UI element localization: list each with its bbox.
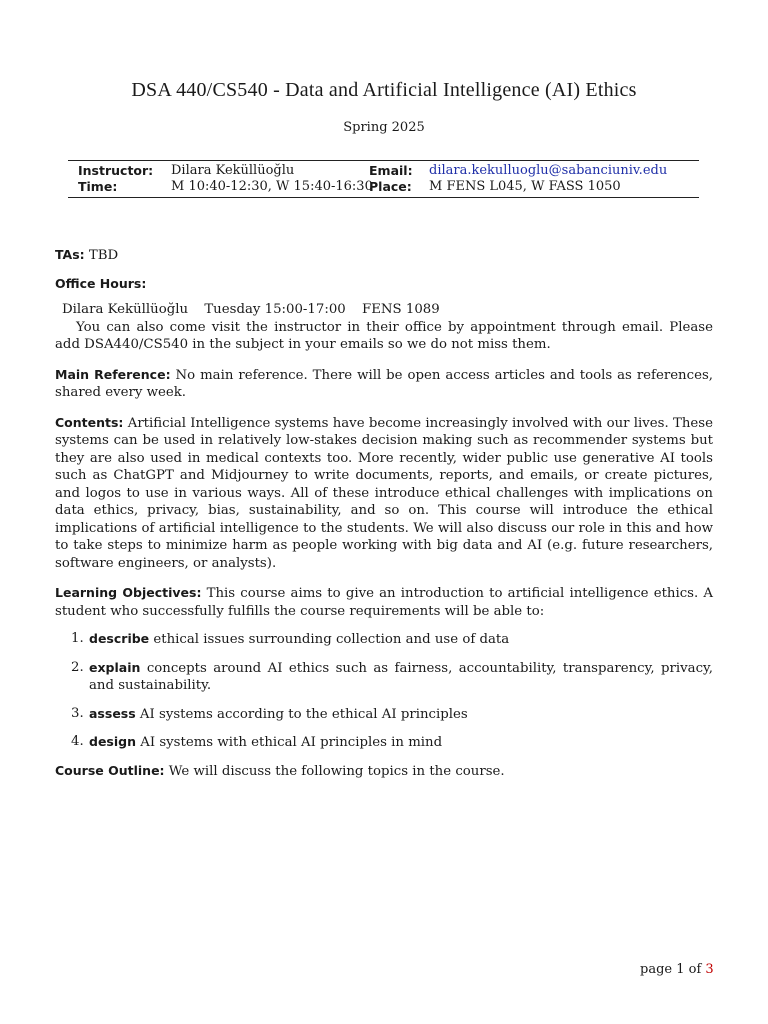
place-value: M FENS L045, W FASS 1050 [429, 179, 621, 194]
syllabus-body [55, 246, 713, 780]
learning-objectives-label: Learning Objectives: [55, 585, 202, 600]
semester: Spring 2025 [343, 120, 425, 135]
objective-text: AI systems with ethical AI principles in mind [140, 735, 443, 750]
objective-verb: design [89, 734, 136, 749]
objective-text: AI systems according to the ethical AI principles [139, 706, 468, 722]
objective-verb: assess [89, 705, 136, 721]
instructor-name: Dilara Keküllüoğlu [171, 163, 295, 178]
place-label: Place: [369, 179, 412, 194]
list-item-number: 3. [71, 705, 84, 721]
course-outline-label: Course Outline: [55, 762, 165, 778]
page-number-prefix: page 1 of [640, 962, 702, 977]
contents-text: Artificial Intelligence systems have become increasingly involved with our lives. These systems can be used in relatively low-stakes decision making such as recommender systems but they are also used in medical contexts too. More recently, wider public use generative AI tools such as ChatGPT and Midjourney to write documents, reports, and emails, or create pictures, and logos to use in various ways. All of these introduce ethical challenges with implications on data ethics, privacy, bias, sustainability, and so on. This course will introduce the ethical implications of artificial intelligence to the students. We will also discuss our role in this and how to take steps to minimize harm as people working with big data and AI (e.g. future researchers, software engineers, or analysts). [55, 415, 713, 571]
tas-section [55, 246, 713, 265]
tas-label: TAs: [55, 247, 85, 262]
learning-objectives-section [55, 584, 713, 620]
list-item-number: 4. [71, 734, 84, 749]
objective-verb: explain [89, 659, 141, 675]
course-title: DSA 440/CS540 - Data and Artificial Intelligence (AI) Ethics [131, 79, 637, 101]
email-link[interactable]: dilara.kekulluoglu@sabanciuniv.edu [429, 163, 668, 178]
list-item [55, 630, 713, 649]
list-item [55, 733, 713, 752]
office-hours-name: Dilara Keküllüoğlu [62, 302, 189, 317]
list-item-number: 1. [71, 631, 84, 646]
tas-value: TBD [88, 248, 119, 263]
objective-text: concepts around AI ethics such as fairness, accountability, transparency, privacy, and sustainability. [89, 660, 713, 693]
course-info-table [68, 160, 699, 198]
contents-section [55, 414, 713, 573]
objectives-list [55, 630, 713, 752]
main-reference-label: Main Reference: [55, 366, 171, 382]
time-label: Time: [78, 179, 118, 194]
course-outline-text: We will discuss the following topics in the course. [168, 763, 505, 779]
office-hours-note: You can also come visit the instructor in their office by appointment through email. Please add DSA440/CS540 in the subject in your emails so we do not miss them. [55, 319, 713, 352]
time-value: M 10:40-12:30, W 15:40-16:30 [171, 179, 373, 194]
email-label: Email: [369, 163, 413, 178]
course-outline-section [55, 762, 713, 781]
info-row-instructor [68, 162, 699, 178]
main-reference-text: No main reference. There will be open access articles and tools as references, shared every week. [55, 367, 713, 400]
objective-text: ethical issues surrounding collection and use of data [153, 632, 510, 647]
contents-label: Contents: [55, 414, 124, 430]
instructor-label: Instructor: [78, 163, 154, 178]
office-hours-row [55, 301, 713, 319]
info-row-time [68, 178, 699, 194]
list-item [55, 659, 713, 695]
office-hours-room: FENS 1089 [361, 302, 440, 317]
office-hours-time: Tuesday 15:00-17:00 [204, 302, 346, 317]
main-reference-section [55, 366, 713, 402]
page-number [640, 961, 714, 979]
page-total-link[interactable]: 3 [705, 962, 714, 977]
office-hours-heading [55, 275, 713, 294]
learning-objectives-text: This course aims to give an introduction to artificial intelligence ethics. A student who successfully fulfills the course requirements will be able to: [55, 586, 713, 619]
list-item-number: 2. [71, 659, 84, 675]
objective-verb: describe [89, 631, 150, 646]
list-item [55, 705, 713, 724]
office-hours-label: Office Hours: [55, 275, 147, 291]
